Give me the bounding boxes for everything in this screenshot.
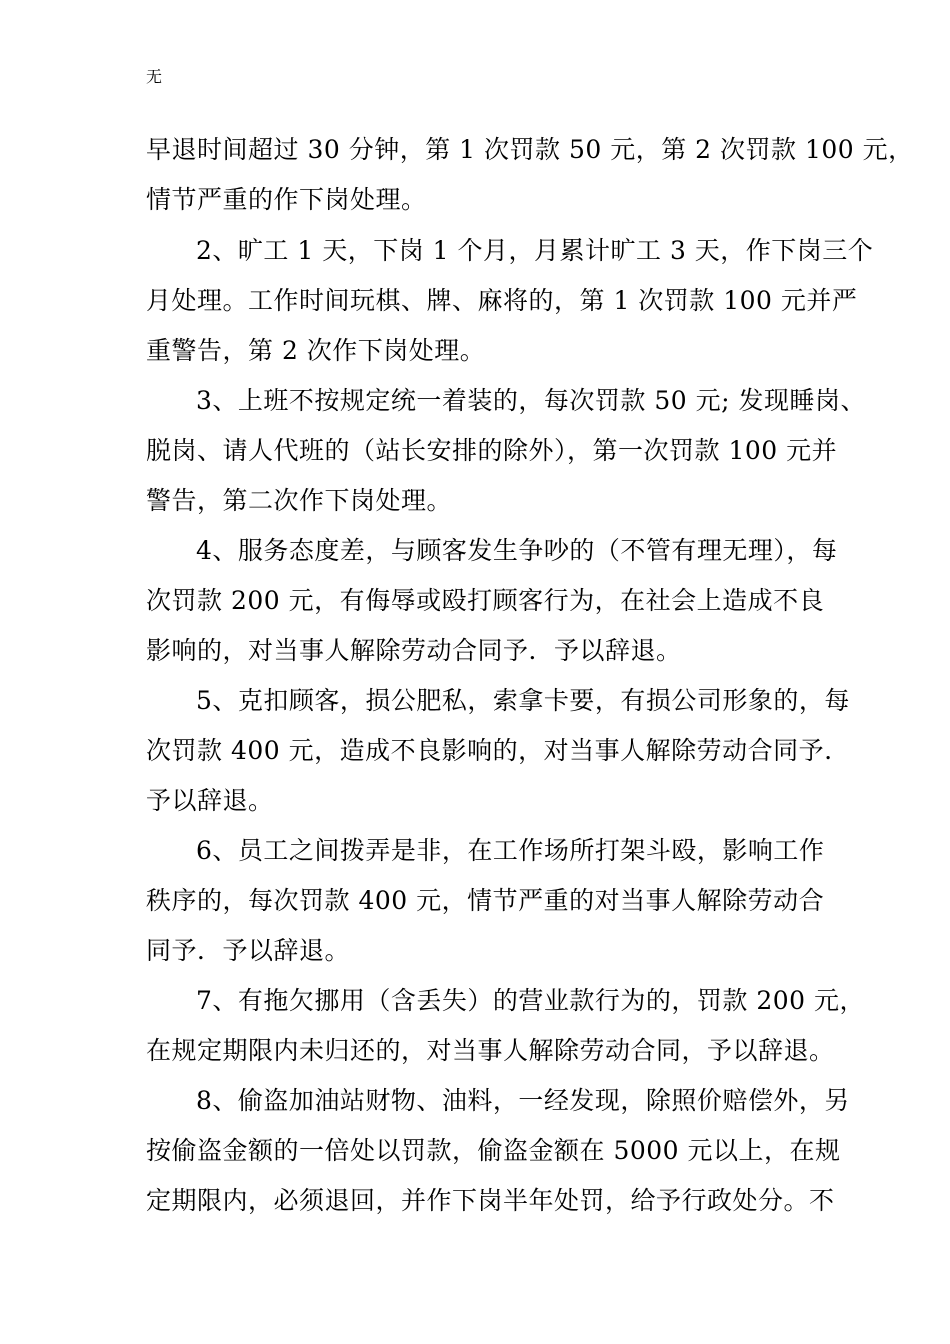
text-line: 次罚款 200 元，有侮辱或殴打顾客行为，在社会上造成不良 <box>146 586 825 615</box>
text-line: 按偷盗金额的一倍处以罚款，偷盗金额在 5000 元以上，在规 <box>146 1136 841 1165</box>
text-line: 重警告，第 2 次作下岗处理。 <box>146 336 486 365</box>
text-line: 情节严重的作下岗处理。 <box>146 185 427 214</box>
text-line: 在规定期限内未归还的，对当事人解除劳动合同，予以辞退。 <box>146 1036 835 1065</box>
paragraph-5-line: 5、克扣顾客，损公肥私，索拿卡要，有损公司形象的，每 <box>196 686 850 715</box>
paragraph-2-line: 2、旷工 1 天，下岗 1 个月，月累计旷工 3 天，作下岗三个 <box>196 236 874 265</box>
text-line: 警告，第二次作下岗处理。 <box>146 486 453 515</box>
text-line: 脱岗、请人代班的（站长安排的除外），第一次罚款 100 元并 <box>146 436 838 465</box>
text-line: 影响的，对当事人解除劳动合同予．予以辞退。 <box>146 636 682 665</box>
paragraph-4-line: 4、服务态度差，与顾客发生争吵的（不管有理无理），每 <box>196 536 838 565</box>
page-header-text: 无 <box>146 67 163 86</box>
text-line: 予以辞退。 <box>146 786 274 815</box>
text-line: 次罚款 400 元，造成不良影响的，对当事人解除劳动合同予. <box>146 736 833 765</box>
paragraph-6-line: 6、员工之间拨弄是非，在工作场所打架斗殴，影响工作 <box>196 836 825 865</box>
paragraph-3-line: 3、上班不按规定统一着装的，每次罚款 50 元; 发现睡岗、 <box>196 386 866 415</box>
text-line: 定期限内，必须退回，并作下岗半年处罚，给予行政处分。不 <box>146 1186 835 1215</box>
paragraph-7-line: 7、有拖欠挪用（含丢失）的营业款行为的，罚款 200 元， <box>196 986 866 1015</box>
text-line: 月处理。工作时间玩棋、牌、麻将的，第 1 次罚款 100 元并严 <box>146 286 858 315</box>
paragraph-8-line: 8、偷盗加油站财物、油料，一经发现，除照价赔偿外，另 <box>196 1086 850 1115</box>
text-line: 秩序的，每次罚款 400 元，情节严重的对当事人解除劳动合 <box>146 886 825 915</box>
text-line: 同予．予以辞退。 <box>146 936 351 965</box>
text-line: 早退时间超过 30 分钟，第 1 次罚款 50 元，第 2 次罚款 100 元， <box>146 135 914 164</box>
